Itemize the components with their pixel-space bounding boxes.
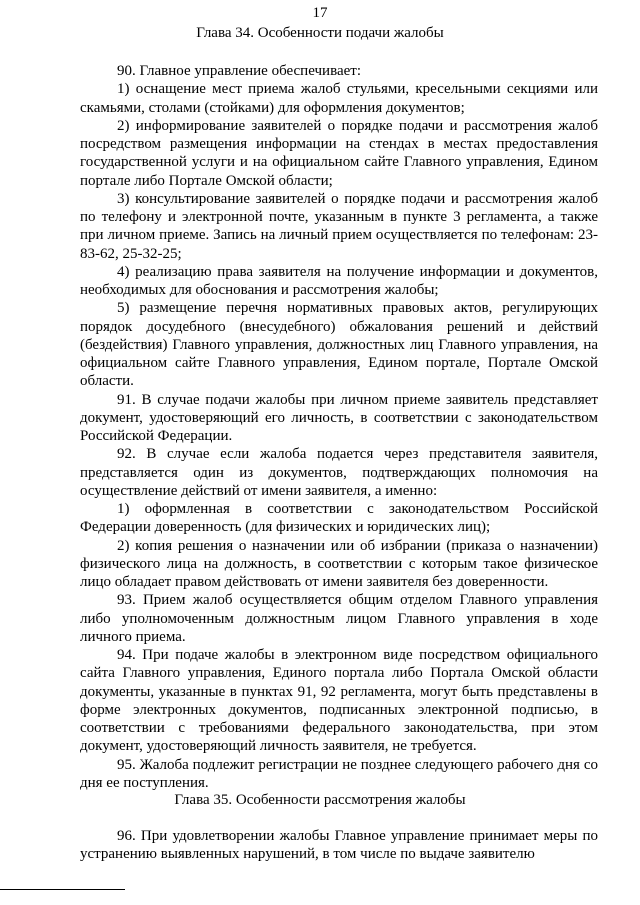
- paragraph-95: 95. Жалоба подлежит регистрации не позднее следующего рабочего дня со дня ее поступления.: [80, 756, 598, 791]
- paragraph-94: 94. При подаче жалобы в электронном виде посредством официального сайта Главного управления, Единого портала либо Портала Омской области документы, указанные в пунктах 91, 92 регламента, могут быть представлены в форме электронных документов, подписанных электронной подписью, в соответствии с требованиями федерального законодательства, при этом документ, удостоверяющий личность заявителя, не требуется.: [80, 647, 598, 755]
- paragraph-90-item-2: 2) информирование заявителей о порядке подачи и рассмотрения жалоб посредством размещения информации на стендах в местах предоставления государственной услуги и на официальном сайте Главного управления, Едином портале либо Портале Омской области;: [80, 117, 598, 189]
- paragraph-90-item-1: 1) оснащение мест приема жалоб стульями, кресельными секциями или скамьями, столами (стойками) для оформления документов;: [80, 81, 598, 116]
- chapter-34-title: Глава 34. Особенности подачи жалобы: [196, 25, 444, 41]
- chapter-34-body: [80, 62, 598, 792]
- paragraph-92: 92. В случае если жалоба подается через представителя заявителя, представляется один из документов, подтверждающих полномочия на осуществление действий от имени заявителя, а именно:: [80, 446, 598, 499]
- chapter-35-body: [80, 827, 598, 864]
- footnote-divider: [0, 889, 125, 890]
- paragraph-90-item-4: 4) реализацию права заявителя на получение информации и документов, необходимых для обоснования и рассмотрения жалобы;: [80, 263, 598, 298]
- paragraph-93: 93. Прием жалоб осуществляется общим отделом Главного управления либо уполномоченным должностным лицом Главного управления в ходе личного приема.: [80, 592, 598, 645]
- paragraph-91: 91. В случае подачи жалобы при личном приеме заявитель представляет документ, удостоверяющий его личность, в соответствии с законодательством Российской Федерации.: [80, 391, 598, 444]
- paragraph-96: 96. При удовлетворении жалобы Главное управление принимает меры по устранению выявленных нарушений, в том числе по выдаче заявителю: [80, 828, 598, 863]
- paragraph-90-item-3: 3) консультирование заявителей о порядке подачи и рассмотрения жалоб по телефону и электронной почте, указанным в пункте 3 регламента, а также при личном приеме. Запись на личный прием осуществляется по телефонам: 23-83-62, 25-32-25;: [80, 190, 598, 262]
- chapter-35-title: Глава 35. Особенности рассмотрения жалобы: [174, 792, 466, 808]
- paragraph-92-item-1: 1) оформленная в соответствии с законодательством Российской Федерации доверенность (для физических и юридических лиц);: [80, 501, 598, 536]
- paragraph-90-item-5: 5) размещение перечня нормативных правовых актов, регулирующих порядок досудебного (внесудебного) обжалования решений и действий (бездействия) Главного управления, должностных лиц Главного управления, на официальном сайте Главного управления, Едином портале, Портале Омской области.: [80, 300, 598, 390]
- page-number: 17: [312, 5, 328, 21]
- paragraph-92-item-2: 2) копия решения о назначении или об избрании (приказа о назначении) физического лица на должность, в соответствии с которым такое физическое лицо обладает правом действовать от имени заявителя без доверенности.: [80, 537, 598, 590]
- paragraph-90: 90. Главное управление обеспечивает:: [117, 63, 361, 79]
